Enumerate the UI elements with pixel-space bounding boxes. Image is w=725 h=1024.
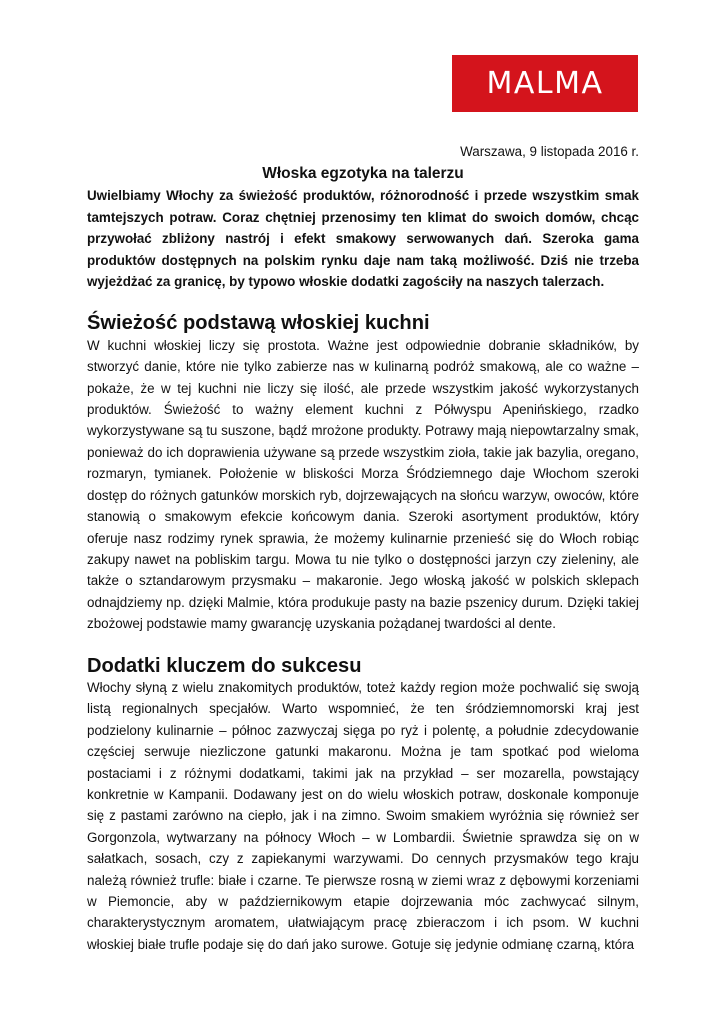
- press-release: [87, 141, 639, 955]
- document-title: Włoska egzotyka na talerzu: [262, 165, 464, 183]
- malma-logo: [452, 55, 638, 112]
- section-body-additions: Włochy słyną z wielu znakomitych produktów, toteż każdy region może pochwalić się swoją listą regionalnych specjałów. Warto wspomnieć, że ten śródziemnomorski kraj jest podzielony kulinarnie – północ zazwyczaj sięga po ryż i polentę, a południe zdecydowanie częściej serwuje niezliczone gatunki makaronu. Można je tam spotkać pod wieloma postaciami i z różnymi dodatkami, takimi jak na przykład – ser mozarella, powstający konkretnie w Kampanii. Dodawany jest on do wielu włoskich potraw, doskonale komponuje się z pastami zarówno na ciepło, jak i na zimno. Swoim smakiem wyróżnia się również ser Gorgonzola, wytwarzany na północy Włoch – w Lombardii. Świetnie sprawdza się on w sałatkach, sosach, czy z zapiekanymi warzywami. Do cennych przysmaków tego kraju należą również trufle: białe i czarne. Te pierwsze rosną w ziemi wraz z dębowymi korzeniami w Piemoncie, aby w październikowym etapie dojrzewania móc zachwycać silnym, charakterystycznym aromatem, ułatwiającym pracę zbieraczom i ich psom. W kuchni włoskiej białe trufle podaje się do dań jako surowe. Gotuje się jedynie odmianę czarną, która: [87, 679, 639, 952]
- section-body-freshness: W kuchni włoskiej liczy się prostota. Ważne jest odpowiednie dobranie składników, by stworzyć danie, które nie tylko zabierze nas w kulinarną podróż smakową, ale co ważne – pokaże, że w tej kuchni nie liczy się ilość, ale przede wszystkim jakość wykorzystanych produktów. Świeżość to ważny element kuchni z Półwyspu Apenińskiego, rzadko wykorzystywane są tu suszone, bądź mrożone produkty. Potrawy mają niepowtarzalny smak, ponieważ do ich doprawienia używane są przede wszystkim zioła, takie jak bazylia, oregano, rozmaryn, tymianek. Położenie w bliskości Morza Śródziemnego daje Włochom szeroki dostęp do różnych gatunków morskich ryb, dojrzewających na słońcu warzyw, owoców, które stanowią o smakowym efekcie końcowym dania. Szeroki asortyment produktów, który oferuje nasz rodzimy rynek sprawia, że możemy kulinarnie przenieść się do Włoch robiąc zakupy nawet na pobliskim targu. Mowa tu nie tylko o dostępności jarzyn czy zieleniny, ale także o sztandarowym przysmaku – makaronie. Jego włoską jakość w polskich sklepach odnajdziemy np. dzięki Malmie, która produkuje pasty na bazie pszenicy durum. Dzięki takiej zbożowej podstawie mamy gwarancję uzyskania pożądanej twardości al dente.: [87, 337, 639, 632]
- section-heading-freshness: Świeżość podstawą włoskiej kuchni: [87, 312, 430, 335]
- date-line: Warszawa, 9 listopada 2016 r.: [460, 144, 639, 159]
- lead-paragraph: Uwielbiamy Włochy za świeżość produktów, różnorodność i przede wszystkim smak tamtejszych potraw. Coraz chętniej przenosimy ten klimat do swoich domów, chcąc przywołać zbliżony nastrój i efekt smakowy serwowanych dań. Szeroka gama produktów dostępnych na polskim rynku daje nam taką możliwość. Dziś nie trzeba wyjeżdżać za granicę, by typowo włoskie dodatki zagościły na naszych talerzach.: [87, 188, 639, 290]
- logo-wordmark: MALMA: [486, 66, 604, 101]
- section-heading-additions: Dodatki kluczem do sukcesu: [87, 654, 362, 677]
